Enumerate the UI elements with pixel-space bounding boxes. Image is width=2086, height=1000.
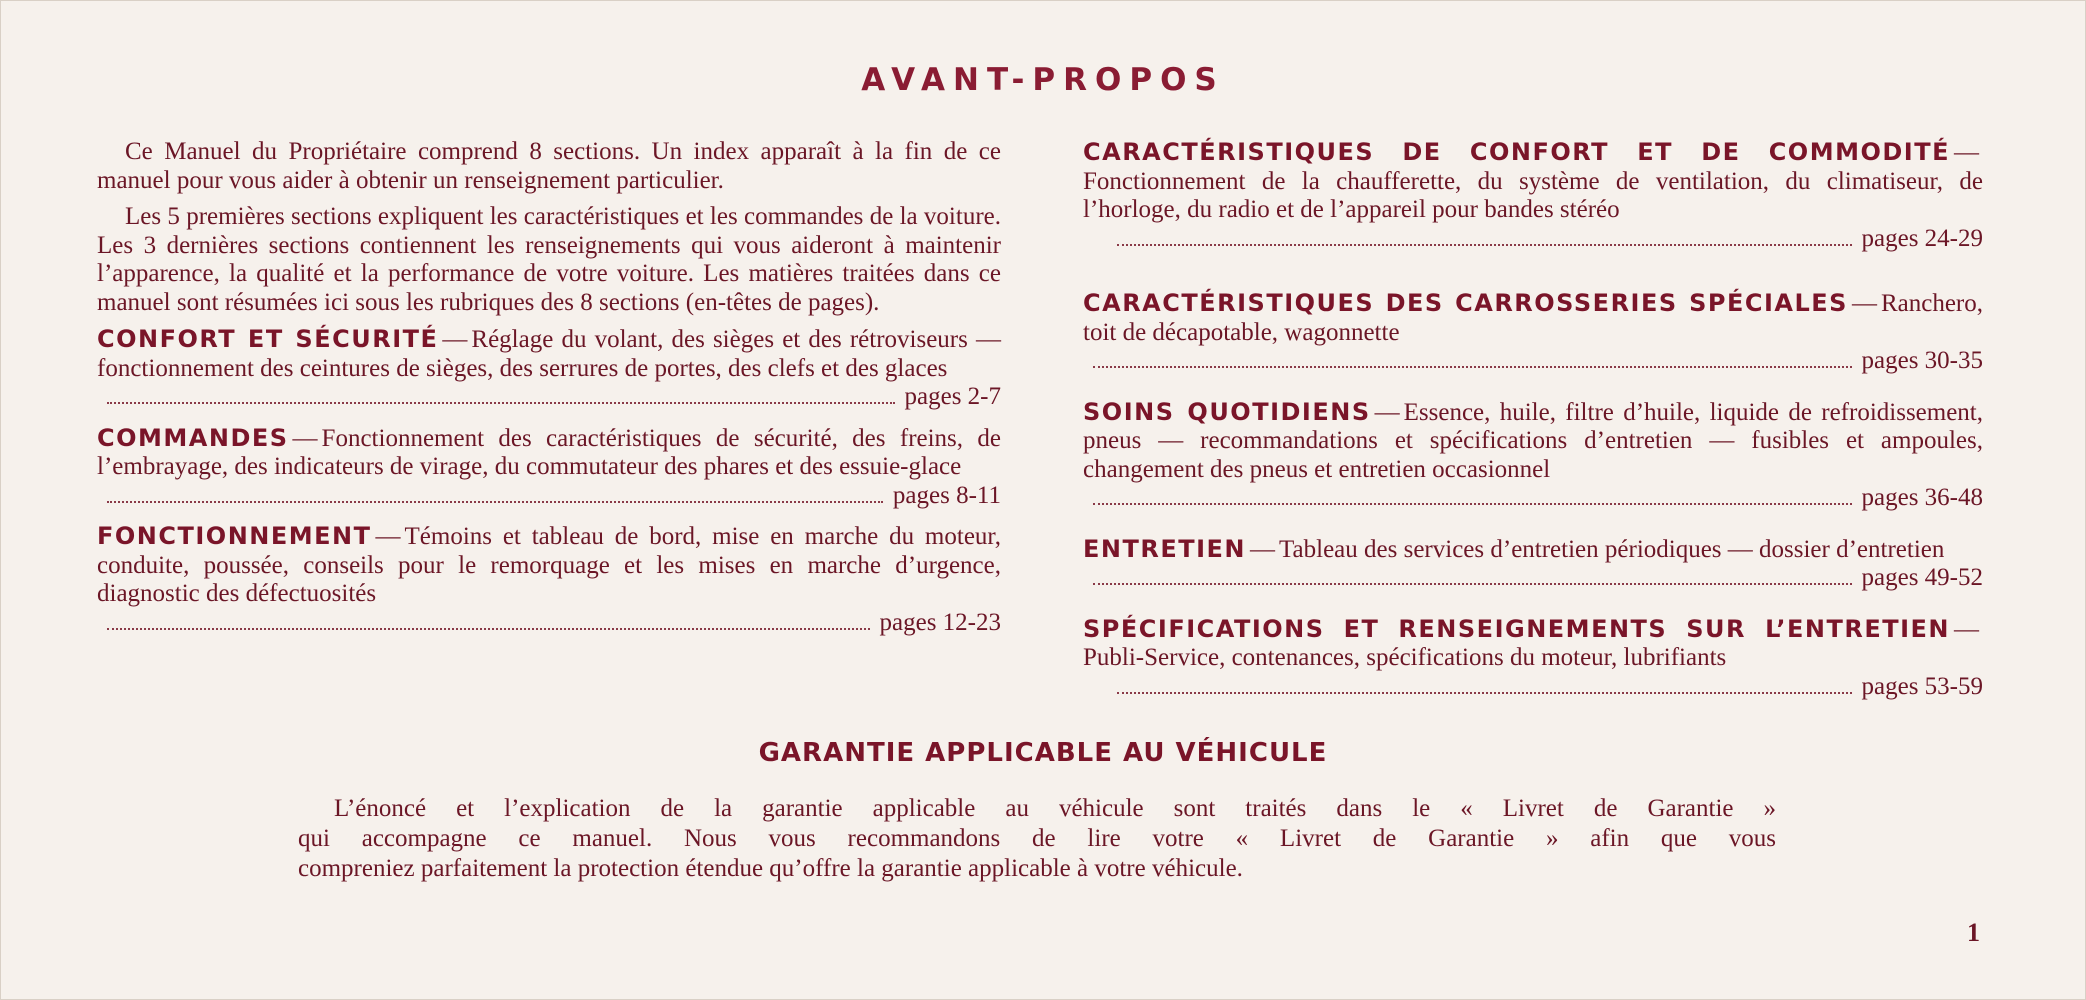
page-reference	[97, 482, 1001, 511]
warranty-line: qui accompagne ce manuel. Nous vous recommandons de lire votre « Livret de Garantie » afin que vous	[298, 825, 1776, 852]
section-description: Ranchero, toit de décapotable, wagonnette	[1083, 290, 1983, 346]
page-range: pages 53-59	[1861, 672, 1983, 700]
section-entry: ENTRETIEN — Tableau des services d’entretien périodiques — dossier d’entretien pages 49-52	[1083, 534, 1983, 591]
page-range: pages 8-11	[892, 481, 1001, 509]
page-reference	[97, 609, 1001, 638]
page-range: pages 30-35	[1861, 347, 1983, 374]
page-reference	[1083, 484, 1983, 513]
intro-paragraph-2: Les 5 premières sections expliquent les caractéristiques et les commandes de la voiture. Les 3 dernières sections contiennent les renseignements qui vous aideront à maintenir l’apparence, la qualité et la performance de votre voiture. Les matières traitées dans ce manuel sont résumées ici sous les rubriques des 8 sections (en-têtes de pages).	[97, 203, 1001, 316]
warranty-heading: GARANTIE APPLICABLE AU VÉHICULE	[758, 738, 1328, 768]
section-entry: CONFORT ET SÉCURITÉ — Réglage du volant, des sièges et des rétroviseurs — fonctionnement des ceintures de sièges, des serrures de portes, des clefs et des glaces pages 2-7	[97, 325, 1002, 410]
page-range: pages 2-7	[904, 383, 1001, 410]
section-heading: SPÉCIFICATIONS ET RENSEIGNEMENTS SUR L’ENTRETIEN	[1083, 614, 1950, 643]
section-description: Publi-Service, contenances, spécifications du moteur, lubrifiants	[1083, 644, 1727, 671]
section-heading: CARACTÉRISTIQUES DES CARROSSERIES SPÉCIALES	[1083, 289, 1848, 317]
section-entry: FONCTIONNEMENT — Témoins et tableau de bord, mise en marche du moteur, conduite, poussée, conseils pour le remorquage et les mises en marche d’urgence, diagnostic des défectuosités pages 12-23	[97, 522, 1001, 636]
page-reference	[1083, 347, 1983, 376]
page-range: pages 12-23	[879, 608, 1001, 636]
page-range: pages 24-29	[1861, 224, 1983, 252]
section-entry: CARACTÉRISTIQUES DE CONFORT ET DE COMMODITÉ —Fonctionnement de la chaufferette, du système de ventilation, du climatiseur, de l’horloge, du radio et de l’appareil pour bandes stéréo pages 24-29	[1083, 138, 1983, 252]
section-entry: SOINS QUOTIDIENS — Essence, huile, filtre d’huile, liquide de refroidissement, pneus — recommandations et spécifications d’entretien — fusibles et ampoules, changement des pneus et entretien occasionnel pages 36-48	[1083, 397, 1984, 511]
section-description: Fonctionnement des caractéristiques de sécurité, des freins, de l’embrayage, des indicateurs de virage, du commutateur des phares et des essuie-glace	[97, 424, 1001, 480]
section-description: Tableau des services d’entretien périodiques — dossier d’entretien	[1279, 535, 1945, 563]
page-reference	[97, 383, 1001, 412]
section-description: Réglage du volant, des sièges et des rétroviseurs — fonctionnement des ceintures de sièges, des serrures de portes, des clefs et des glaces	[97, 326, 1002, 382]
section-description: Essence, huile, filtre d’huile, liquide de refroidissement, pneus — recommandations et spécifications d’entretien — fusibles et ampoules, changement des pneus et entretien occasionnel	[1083, 398, 1984, 483]
section-entry: COMMANDES — Fonctionnement des caractéristiques de sécurité, des freins, de l’embrayage, des indicateurs de virage, du commutateur des phares et des essuie-glace pages 8-11	[97, 423, 1001, 509]
section-heading: COMMANDES	[97, 423, 289, 452]
section-heading: CARACTÉRISTIQUES DE CONFORT ET DE COMMODITÉ	[1083, 138, 1950, 166]
page-reference	[1083, 225, 1983, 254]
page-reference	[1083, 564, 1983, 593]
right-column	[1083, 138, 1983, 737]
section-entry: SPÉCIFICATIONS ET RENSEIGNEMENTS SUR L’ENTRETIEN —Publi-Service, contenances, spécifications du moteur, lubrifiants pages 53-59	[1083, 614, 1983, 700]
page-range: pages 49-52	[1861, 564, 1983, 591]
section-description: Témoins et tableau de bord, mise en marche du moteur, conduite, poussée, conseils pour le remorquage et les mises en marche d’urgence, diagnostic des défectuosités	[97, 523, 1001, 607]
section-heading: FONCTIONNEMENT	[97, 522, 372, 550]
warranty-paragraph	[298, 794, 1776, 884]
section-heading: CONFORT ET SÉCURITÉ	[97, 325, 439, 353]
section-heading: ENTRETIEN	[1083, 534, 1247, 563]
page-reference	[1083, 673, 1983, 702]
section-heading: SOINS QUOTIDIENS	[1083, 397, 1371, 426]
intro-paragraph-1: Ce Manuel du Propriétaire comprend 8 sections. Un index apparaît à la fin de ce manuel pour vous aider à obtenir un renseignement particulier.	[97, 138, 1001, 194]
warranty-line: L’énoncé et l’explication de la garantie applicable au véhicule sont traités dans le « Livret de Garantie »	[334, 795, 1776, 822]
page-range: pages 36-48	[1861, 484, 1983, 511]
section-description: Fonctionnement de la chaufferette, du système de ventilation, du climatiseur, de l’horloge, du radio et de l’appareil pour bandes stéréo	[1083, 167, 1983, 223]
left-column	[97, 138, 1001, 649]
page-number: 1	[1967, 918, 1980, 947]
section-entry: CARACTÉRISTIQUES DES CARROSSERIES SPÉCIALES — Ranchero, toit de décapotable, wagonnette pages 30-35	[1083, 289, 1983, 374]
page-title: AVANT-PROPOS	[861, 62, 1225, 98]
warranty-line: compreniez parfaitement la protection étendue qu’offre la garantie applicable à votre véhicule.	[298, 855, 1243, 882]
